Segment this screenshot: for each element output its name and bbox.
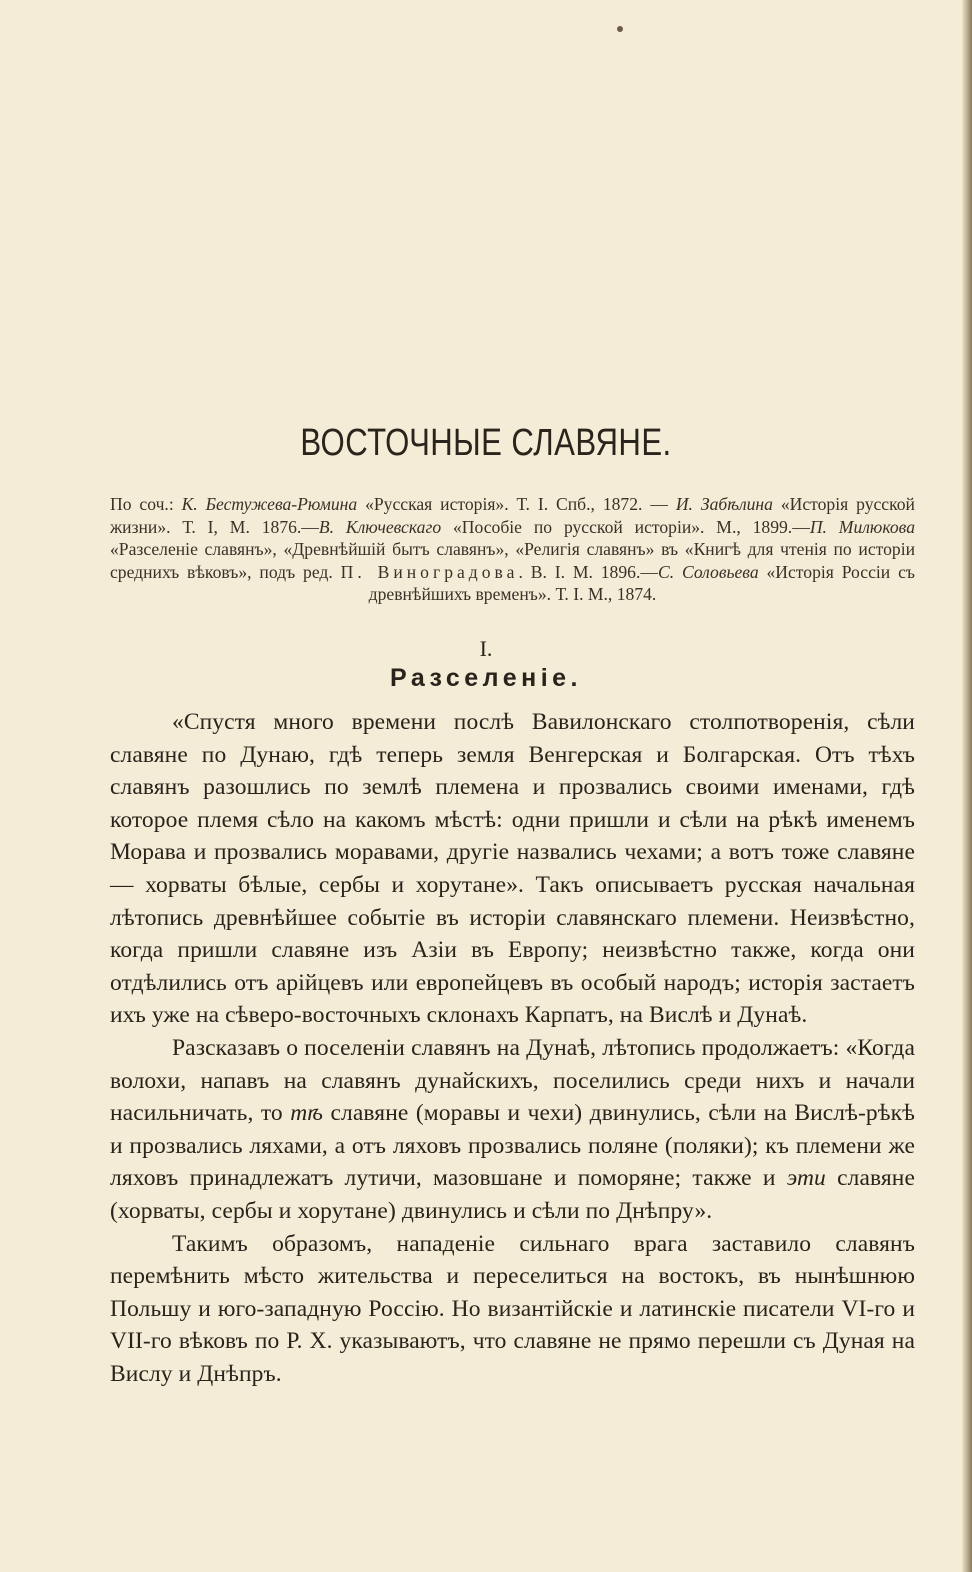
chapter-title: ВОСТОЧНЫЕ СЛАВЯНЕ. xyxy=(300,422,672,464)
author-name: В. Ключевскаго xyxy=(318,516,442,537)
paragraph-2-text: славяне (моравы и чехи) двинулись, сѣли на Вислѣ-рѣкѣ и прозвались ляхами, а отъ ляховъ прозвались поляне (поляки); къ племени же ляховъ принадлежатъ лутичи, мазовшане и поморяне; также и xyxy=(110,1100,916,1192)
author-name: К. Бестужева-Рюмина xyxy=(181,494,358,514)
section-title: Разселеніе. xyxy=(389,664,583,692)
section-number: I. xyxy=(479,636,493,661)
paragraph-2 xyxy=(110,1032,915,1228)
editor-name: П. Виноградова xyxy=(340,561,519,582)
paragraph-2-text: славяне (хорваты, сербы и хорутане) двинулись и сѣли по Днѣпру». xyxy=(110,1165,915,1224)
paragraph-3: Такимъ образомъ, нападеніе сильнаго врага заставило славянъ перемѣнить мѣсто жительства и переселиться на востокъ, въ нынѣшнюю Польшу и юго-западную Россію. Но византійскіе и латинскіе писатели VI-го и VII-го вѣковъ по Р. Х. указываютъ, что славяне не прямо перешли съ Дуная на Вислу и Днѣпръ. xyxy=(110,1230,915,1387)
sources-text: «Русская исторія». Т. I. Спб., 1872. — xyxy=(357,494,676,514)
sources-text: . В. I. М. 1896.— xyxy=(518,561,658,582)
body-text xyxy=(110,706,915,1390)
sources-text: «Исторія русской жизни». Т. I, М. 1876.— xyxy=(110,494,915,537)
author-name: С. Соловьева xyxy=(657,561,759,582)
sources-text: «Пособіе по русской исторіи». М., 1899.— xyxy=(441,516,810,537)
sources-text: По соч.: xyxy=(110,494,182,514)
sources-text: «Исторія Россіи съ древнѣйшихъ временъ». Т. I. М., 1874. xyxy=(368,561,915,605)
paragraph-1: «Спустя много времени послѣ Вавилонскаго столпотворенія, сѣли славяне по Дунаю, гдѣ теперь земля Венгерская и Болгарская. Отъ тѣхъ славянъ разошлись по землѣ племена и прозвались своими именами, гдѣ которое племя сѣло на какомъ мѣстѣ: одни пришли и сѣли на рѣкѣ именемъ Морава и прозвались моравами, другіе назвались чехами; а вотъ тоже славяне — хорваты бѣлые, сербы и хорутане». Такъ описываетъ русская начальная лѣтопись древнѣйшее событіе въ исторіи славянскаго племени. Неизвѣстно, когда пришли славяне изъ Азіи въ Европу; неизвѣстно также, когда они отдѣлились отъ арійцевъ или европейцевъ въ особый народъ; исторія застаетъ ихъ уже на сѣверо-восточныхъ склонахъ Карпатъ, на Вислѣ и Дунаѣ. xyxy=(110,709,915,1029)
sources-note xyxy=(110,493,915,606)
paragraph-2-text: Разсказавъ о поселеніи славянъ на Дунаѣ, лѣтопись продолжаетъ: «Когда волохи, напавъ на славянъ дунайскихъ, поселились среди нихъ и начали насильничать, то xyxy=(110,1034,915,1127)
emphasis: эти xyxy=(786,1165,826,1192)
emphasis: тѣ xyxy=(290,1100,324,1127)
ink-speck xyxy=(617,26,623,32)
sources-text: «Разселеніе славянъ», «Древнѣйшій бытъ славянъ», «Религія славянъ» въ «Книгѣ для чтенія по исторіи среднихъ вѣковъ», подъ ред. xyxy=(110,539,915,582)
author-name: П. Милюкова xyxy=(809,516,915,537)
author-name: И. Забѣлина xyxy=(675,494,773,514)
page-edge xyxy=(962,0,972,1572)
